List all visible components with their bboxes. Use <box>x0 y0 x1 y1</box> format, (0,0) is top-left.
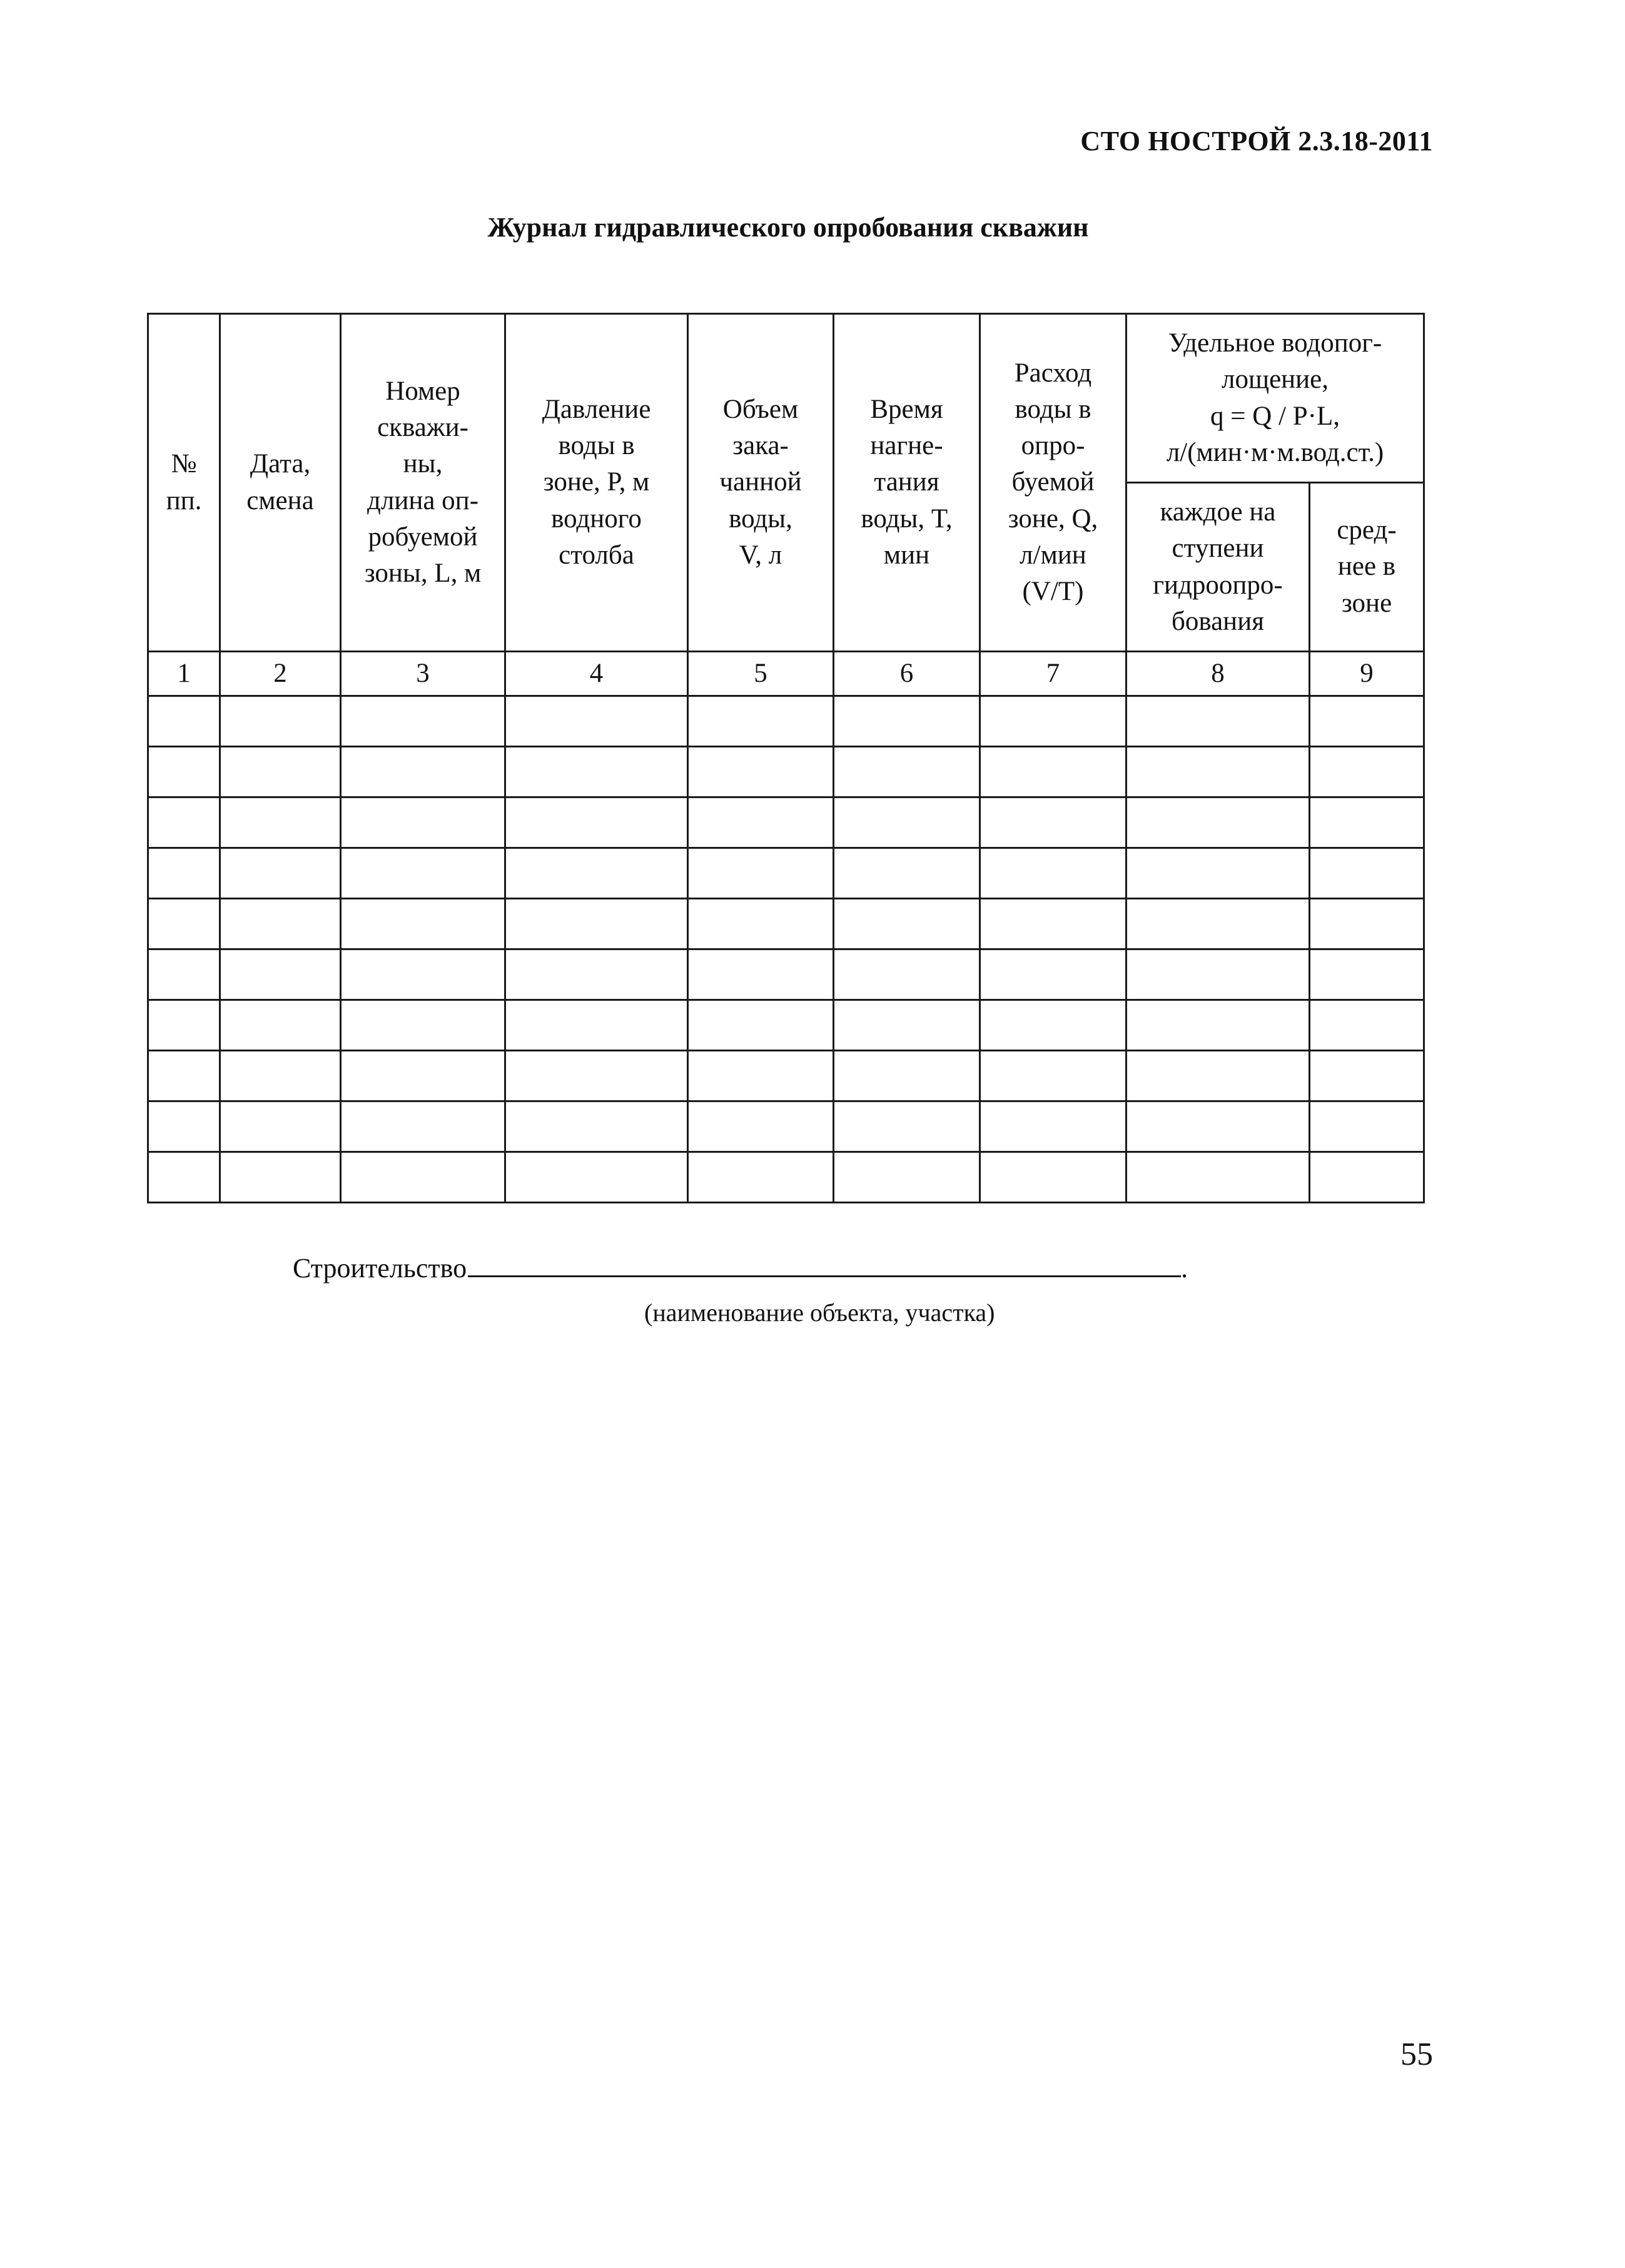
table-cell <box>980 1051 1126 1101</box>
table-cell <box>980 899 1126 949</box>
table-cell <box>220 848 341 899</box>
table-cell <box>1126 1101 1310 1152</box>
table-cell <box>1310 1000 1424 1051</box>
table-cell <box>834 949 980 1000</box>
table-cell <box>220 747 341 797</box>
construction-end: . <box>1181 1253 1188 1283</box>
table-row <box>148 1152 1424 1203</box>
table-cell <box>1126 797 1310 848</box>
table-cell <box>834 1051 980 1101</box>
header-each-stage: каждое на ступени гидроопро- бования <box>1126 483 1310 652</box>
table-cell <box>505 899 688 949</box>
table-cell <box>220 949 341 1000</box>
table-cell <box>980 949 1126 1000</box>
table-cell <box>1126 1152 1310 1203</box>
table-cell <box>220 696 341 747</box>
table-cell <box>1126 1051 1310 1101</box>
table-cell <box>341 949 505 1000</box>
table-cell <box>1310 848 1424 899</box>
table-cell <box>834 1152 980 1203</box>
table-cell <box>834 797 980 848</box>
table-cell <box>980 1000 1126 1051</box>
column-number: 8 <box>1126 652 1310 696</box>
column-number: 4 <box>505 652 688 696</box>
table-cell <box>688 747 834 797</box>
table-cell <box>1310 1101 1424 1152</box>
column-number: 3 <box>341 652 505 696</box>
table-row <box>148 899 1424 949</box>
table-cell <box>505 848 688 899</box>
table-cell <box>980 696 1126 747</box>
table-row <box>148 747 1424 797</box>
table-cell <box>148 797 220 848</box>
table-cell <box>341 1101 505 1152</box>
header-time: Время нагне- тания воды, T, мин <box>834 314 980 652</box>
table-cell <box>341 848 505 899</box>
table-cell <box>688 899 834 949</box>
table-cell <box>220 1000 341 1051</box>
table-cell <box>834 1101 980 1152</box>
table-cell <box>1310 747 1424 797</box>
table-cell <box>834 1000 980 1051</box>
column-number: 1 <box>148 652 220 696</box>
table-row <box>148 1051 1424 1101</box>
table-cell <box>980 747 1126 797</box>
table-cell <box>220 1152 341 1203</box>
table-cell <box>341 747 505 797</box>
table-cell <box>148 747 220 797</box>
table-cell <box>148 1000 220 1051</box>
table-cell <box>505 1152 688 1203</box>
table-cell <box>505 949 688 1000</box>
header-zone-average: сред- нее в зоне <box>1310 483 1424 652</box>
table-cell <box>688 1152 834 1203</box>
table-cell <box>341 696 505 747</box>
table-cell <box>1126 747 1310 797</box>
table-cell <box>834 899 980 949</box>
header-flow: Расход воды в опро- буемой зоне, Q, л/мин (V/T) <box>980 314 1126 652</box>
table-cell <box>688 1101 834 1152</box>
table-cell <box>688 696 834 747</box>
table-cell <box>220 797 341 848</box>
table-cell <box>1310 949 1424 1000</box>
table-row <box>148 1000 1424 1051</box>
table-cell <box>688 797 834 848</box>
table-cell <box>834 848 980 899</box>
column-number: 5 <box>688 652 834 696</box>
table-cell <box>505 696 688 747</box>
table-row <box>148 1101 1424 1152</box>
table-cell <box>220 1051 341 1101</box>
table-row <box>148 848 1424 899</box>
table-cell <box>1126 1000 1310 1051</box>
header-specific-absorption: Удельное водопог- лощение, q = Q / P·L, л/(мин·м·м.вод.ст.) <box>1126 314 1424 483</box>
table-cell <box>834 747 980 797</box>
table-cell <box>220 899 341 949</box>
table-cell <box>505 797 688 848</box>
column-number: 9 <box>1310 652 1424 696</box>
construction-label: Строительство <box>293 1253 467 1283</box>
journal-table <box>147 313 1425 1203</box>
column-number: 2 <box>220 652 341 696</box>
table-cell <box>505 747 688 797</box>
page-title: Журнал гидравлического опробования скважин <box>487 212 1089 243</box>
header-date: Дата, смена <box>220 314 341 652</box>
table-cell <box>148 1152 220 1203</box>
table-cell <box>980 1152 1126 1203</box>
table-cell <box>505 1101 688 1152</box>
table-cell <box>1310 696 1424 747</box>
table-row <box>148 797 1424 848</box>
header-well: Номер скважи- ны, длина оп- робуемой зоны, L, м <box>341 314 505 652</box>
page-number: 55 <box>1400 2037 1433 2072</box>
table-cell <box>1310 1152 1424 1203</box>
table-cell <box>148 848 220 899</box>
table-cell <box>688 1000 834 1051</box>
table-cell <box>148 696 220 747</box>
table-cell <box>980 797 1126 848</box>
table-cell <box>1126 696 1310 747</box>
table-cell <box>148 949 220 1000</box>
construction-blank <box>468 1248 1181 1277</box>
header-volume: Объем зака- чанной воды, V, л <box>688 314 834 652</box>
table-cell <box>341 1000 505 1051</box>
construction-line <box>293 1248 1188 1284</box>
table-cell <box>1310 797 1424 848</box>
table-cell <box>834 696 980 747</box>
column-number: 6 <box>834 652 980 696</box>
construction-hint: (наименование объекта, участка) <box>644 1299 995 1327</box>
table-cell <box>341 1152 505 1203</box>
table-cell <box>688 949 834 1000</box>
table-cell <box>341 1051 505 1101</box>
table-cell <box>1126 848 1310 899</box>
table-cell <box>1310 899 1424 949</box>
table-cell <box>148 1101 220 1152</box>
header-number: № пп. <box>148 314 220 652</box>
table-cell <box>148 1051 220 1101</box>
table-cell <box>341 797 505 848</box>
column-number-row <box>148 652 1424 696</box>
table-cell <box>505 1000 688 1051</box>
table-cell <box>341 899 505 949</box>
table-row <box>148 696 1424 747</box>
table-cell <box>688 1051 834 1101</box>
table-cell <box>148 899 220 949</box>
column-number: 7 <box>980 652 1126 696</box>
document-code: СТО НОСТРОЙ 2.3.18-2011 <box>1080 126 1433 156</box>
table-cell <box>1126 899 1310 949</box>
table-row <box>148 949 1424 1000</box>
table-cell <box>980 848 1126 899</box>
table-cell <box>1126 949 1310 1000</box>
table-cell <box>980 1101 1126 1152</box>
table-cell <box>220 1101 341 1152</box>
table-cell <box>505 1051 688 1101</box>
table-cell <box>1310 1051 1424 1101</box>
table-cell <box>688 848 834 899</box>
header-pressure: Давление воды в зоне, P, м водного столба <box>505 314 688 652</box>
empty-rows <box>148 696 1424 1203</box>
